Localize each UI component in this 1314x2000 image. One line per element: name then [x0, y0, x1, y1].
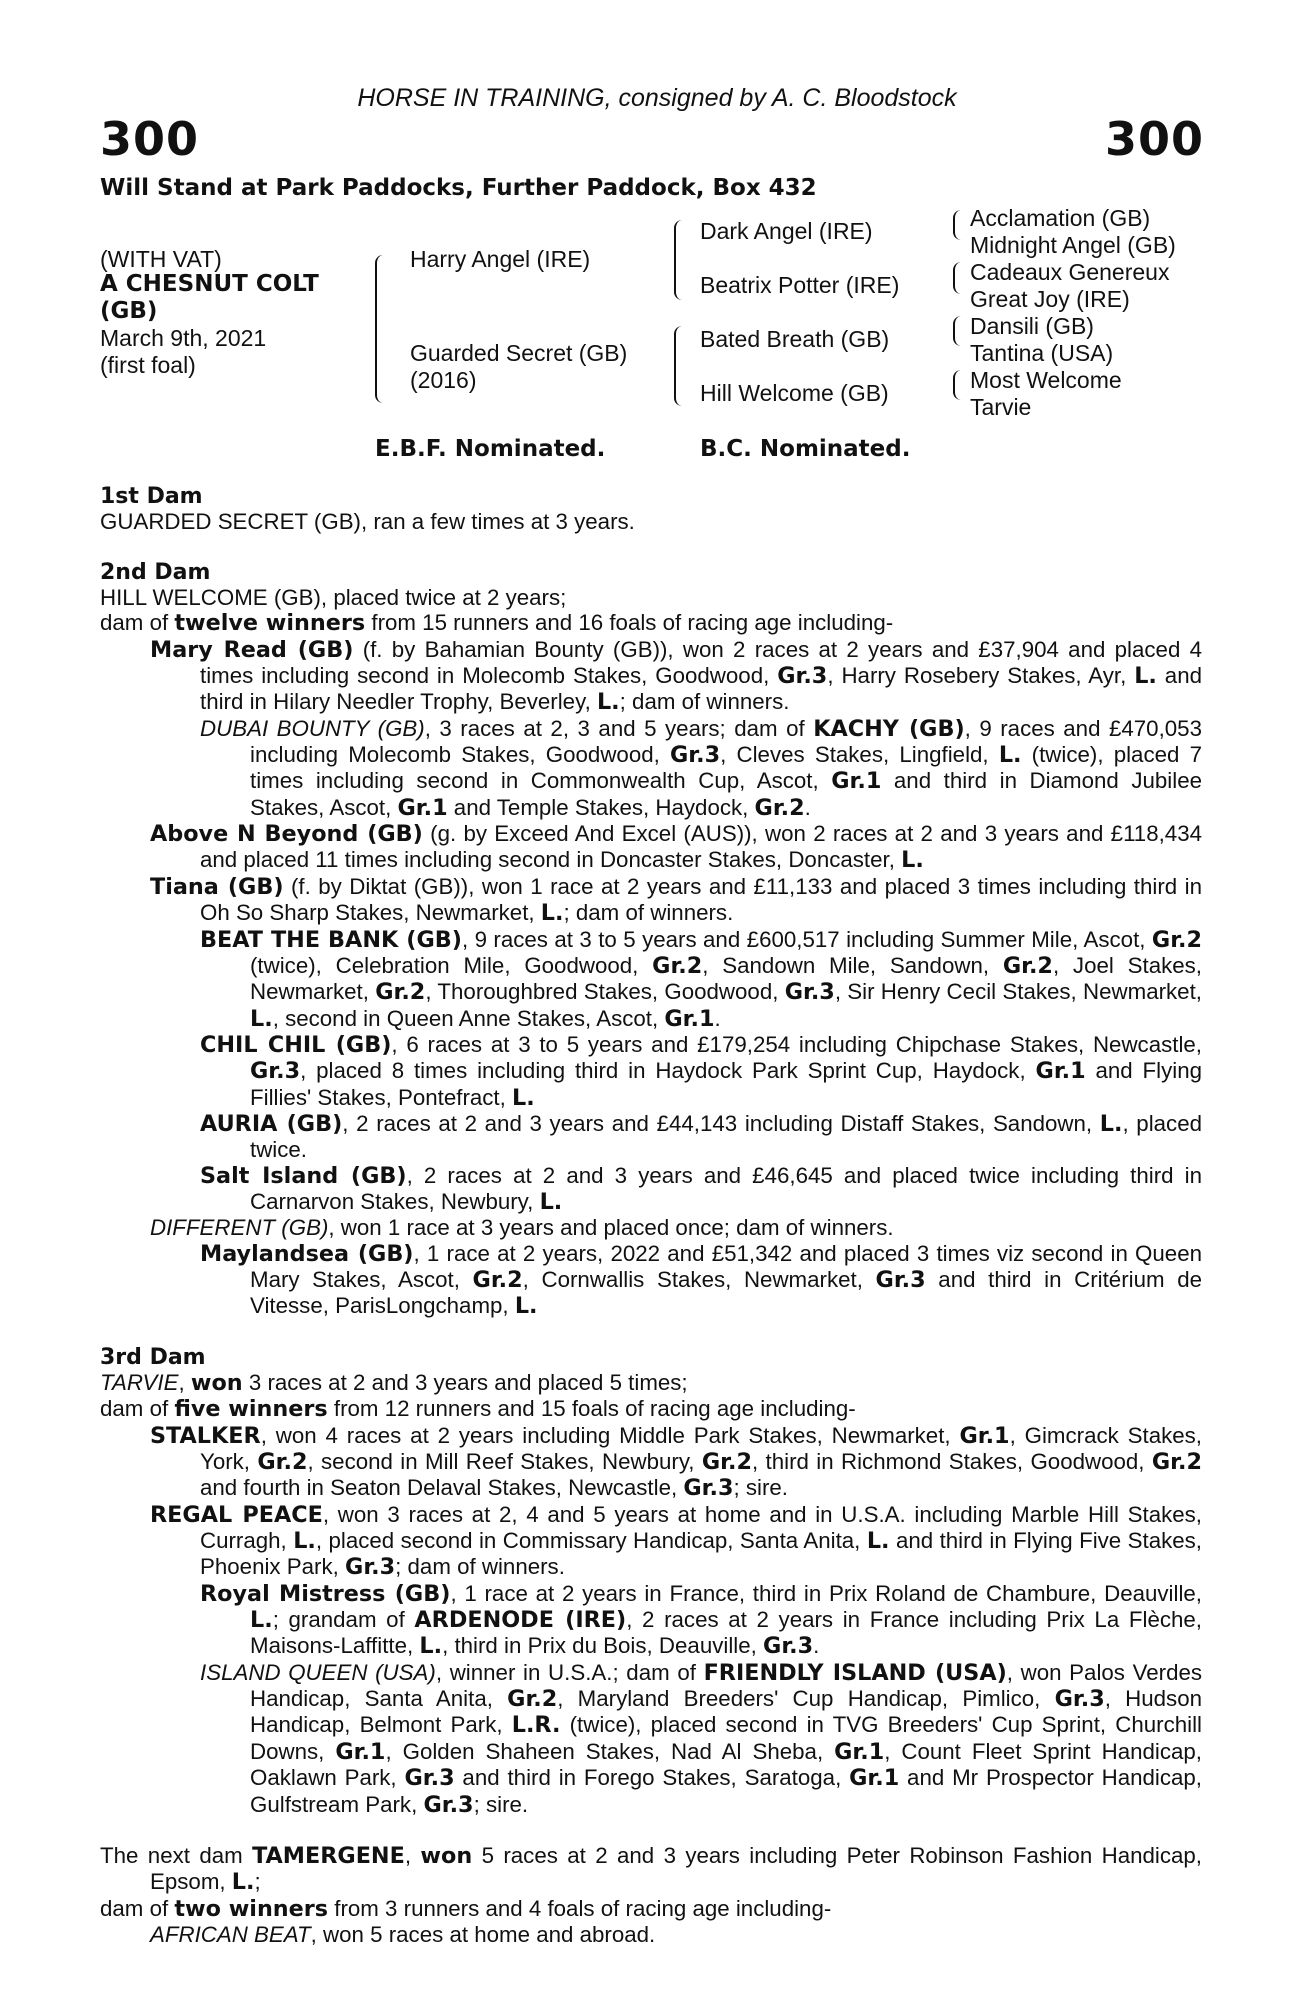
first-dam-text: GUARDED SECRET (GB), ran a few times at 3 years. [100, 509, 635, 535]
pedigree-brace-main [375, 255, 383, 403]
first-dam-heading: 1st Dam [100, 484, 203, 509]
pedigree-dam-year: (2016) [410, 367, 477, 393]
next-dam-produce: dam of two winners from 3 runners and 4 foals of racing age including- [100, 1895, 832, 1922]
pedigree-g3-5: Dansili (GB) [970, 313, 1094, 339]
entry-above-n-beyond: Above N Beyond (GB) (g. by Exceed And Excel (AUS)), won 2 races at 2 and 3 years and £118,434 and placed 11 times including second in Doncaster Stakes, Doncaster, L. [150, 821, 1203, 874]
stand-location: Will Stand at Park Paddocks, Further Paddock, Box 432 [100, 175, 817, 201]
pedigree-brace-dam [674, 326, 682, 406]
entry-dubai-bounty: DUBAI BOUNTY (GB), 3 races at 2, 3 and 5 years; dam of KACHY (GB), 9 races and £470,053 including Molecomb Stakes, Goodwood, Gr.3, Cleves Stakes, Lingfield, L. (twice), placed 7 times including second in Commonwealth Cup, Ascot, Gr.1 and third in Diamond Jubilee Stakes, Ascot, Gr.1 and Temple Stakes, Haydock, Gr.2. [200, 715, 1202, 821]
entry-beat-the-bank: BEAT THE BANK (GB), 9 races at 3 to 5 years and £600,517 including Summer Mile, Ascot, Gr.2 (twice), Celebration Mile, Goodwood, Gr.2, Sandown Mile, Sandown, Gr.2, Joel Stakes, Newmarket, Gr.2, Thoroughbred Stakes, Goodwood, Gr.3, Sir Henry Cecil Stakes, Newmarket, L., second in Queen Anne Stakes, Ascot, Gr.1. [200, 926, 1202, 1032]
pedigree-dam-sire: Bated Breath (GB) [700, 326, 890, 352]
lot-number-right: 300 [1104, 112, 1204, 166]
entry-island-queen: ISLAND QUEEN (USA), winner in U.S.A.; dam of FRIENDLY ISLAND (USA), won Palos Verdes Handicap, Santa Anita, Gr.2, Maryland Breeders' Cup Handicap, Pimlico, Gr.3, Hudson Handicap, Belmont Park, L.R. (twice), placed second in TVG Breeders' Cup Sprint, Churchill Downs, Gr.1, Golden Shaheen Stakes, Nad Al Sheba, Gr.1, Count Fleet Sprint Handicap, Oaklawn Park, Gr.3 and third in Forego Stakes, Saratoga, Gr.1 and Mr Prospector Handicap, Gulfstream Park, Gr.3; sire. [200, 1659, 1203, 1818]
second-dam-produce: dam of twelve winners from 15 runners and 16 foals of racing age including- [100, 610, 894, 637]
third-dam-heading: 3rd Dam [100, 1344, 206, 1370]
second-dam-heading: 2nd Dam [100, 559, 211, 585]
entry-chil-chil: CHIL CHIL (GB), 6 races at 3 to 5 years and £179,254 including Chipchase Stakes, Newcastle, Gr.3, placed 8 times including third in Haydock Park Sprint Cup, Haydock, Gr.1 and Flying Fillies' Stakes, Pontefract, L. [200, 1031, 1203, 1111]
horse-origin: (GB) [100, 298, 158, 324]
pedigree-sire-dam: Beatrix Potter (IRE) [700, 272, 900, 298]
entry-tiana: Tiana (GB) (f. by Diktat (GB)), won 1 race at 2 years and £11,133 and placed 3 times including third in Oh So Sharp Stakes, Newmarket, L.; dam of winners. [150, 873, 1202, 927]
pedigree-sire-sire: Dark Angel (IRE) [700, 218, 873, 244]
pedigree-g3-6: Tantina (USA) [970, 340, 1114, 366]
entry-african-beat: AFRICAN BEAT, won 5 races at home and abroad. [150, 1921, 656, 1947]
pedigree-g3-4: Great Joy (IRE) [970, 286, 1130, 312]
vat-note: (WITH VAT) [100, 246, 222, 272]
foal-note: (first foal) [100, 352, 196, 378]
lot-number-left: 300 [100, 112, 200, 166]
entry-stalker: STALKER, won 4 races at 2 years including Middle Park Stakes, Newmarket, Gr.1, Gimcrack Stakes, York, Gr.2, second in Mill Reef Stakes, Newbury, Gr.2, third in Richmond Stakes, Goodwood, Gr.2 and fourth in Seaton Delaval Stakes, Newcastle, Gr.3; sire. [150, 1422, 1203, 1502]
pedigree-g3-8: Tarvie [970, 394, 1032, 420]
catalogue-heading: HORSE IN TRAINING, consigned by A. C. Bloodstock [357, 84, 957, 112]
pedigree-brace-ds [953, 316, 961, 346]
pedigree-sire: Harry Angel (IRE) [410, 246, 591, 272]
pedigree-notes [100, 484, 1202, 1947]
third-dam-intro: TARVIE, won 3 races at 2 and 3 years and placed 5 times; [100, 1370, 688, 1396]
pedigree-g3-3: Cadeaux Genereux [970, 259, 1170, 285]
pedigree-brace-dd [953, 370, 961, 400]
pedigree-dam: Guarded Secret (GB) [410, 340, 628, 366]
pedigree-g3-2: Midnight Angel (GB) [970, 232, 1176, 258]
pedigree-brace-sd [953, 262, 961, 294]
entry-maylandsea: Maylandsea (GB), 1 race at 2 years, 2022 and £51,342 and placed 3 times viz second in Queen Mary Stakes, Ascot, Gr.2, Cornwallis Stakes, Newmarket, Gr.3 and third in Critérium de Vitesse, ParisLongchamp, L. [200, 1240, 1203, 1320]
entry-mary-read: Mary Read (GB) (f. by Bahamian Bounty (GB)), won 2 races at 2 years and £37,904 and placed 4 times including second in Molecomb Stakes, Goodwood, Gr.3, Harry Rosebery Stakes, Ayr, L. and third in Hilary Needler Trophy, Beverley, L.; dam of winners. [150, 636, 1203, 716]
second-dam-intro: HILL WELCOME (GB), placed twice at 2 years; [100, 585, 567, 611]
entry-royal-mistress: Royal Mistress (GB), 1 race at 2 years in France, third in Prix Roland de Chambure, Deauville, L.; grandam of ARDENODE (IRE), 2 races at 2 years in France including Prix La Flèche, Maisons-Laffitte, L., third in Prix du Bois, Deauville, Gr.3. [200, 1580, 1203, 1660]
third-dam-produce: dam of five winners from 12 runners and 15 foals of racing age including- [100, 1396, 856, 1423]
next-dam-intro: The next dam TAMERGENE, won 5 races at 2 and 3 years including Peter Robinson Fashion Handicap, Epsom, L.; [100, 1842, 1203, 1896]
pedigree-brace-sire [674, 220, 682, 300]
bc-nominated: B.C. Nominated. [700, 436, 911, 462]
entry-regal-peace: REGAL PEACE, won 3 races at 2, 4 and 5 years at home and in U.S.A. including Marble Hill Stakes, Curragh, L., placed second in Commissary Handicap, Santa Anita, L. and third in Flying Five Stakes, Phoenix Park, Gr.3; dam of winners. [150, 1501, 1202, 1581]
entry-auria: AURIA (GB), 2 races at 2 and 3 years and £44,143 including Distaff Stakes, Sandown, L., placed twice. [200, 1110, 1203, 1163]
horse-name: A CHESNUT COLT [100, 271, 319, 297]
entry-salt-island: Salt Island (GB), 2 races at 2 and 3 years and £46,645 and placed twice including third in Carnarvon Stakes, Newbury, L. [200, 1162, 1203, 1215]
pedigree-dam-dam: Hill Welcome (GB) [700, 380, 889, 406]
pedigree-g3-1: Acclamation (GB) [970, 205, 1151, 231]
foaling-date: March 9th, 2021 [100, 325, 267, 351]
pedigree-g3-7: Most Welcome [970, 367, 1122, 393]
ebf-nominated: E.B.F. Nominated. [375, 436, 606, 462]
entry-different: DIFFERENT (GB), won 1 race at 3 years and placed once; dam of winners. [150, 1215, 894, 1241]
pedigree-brace-ss [953, 210, 961, 240]
